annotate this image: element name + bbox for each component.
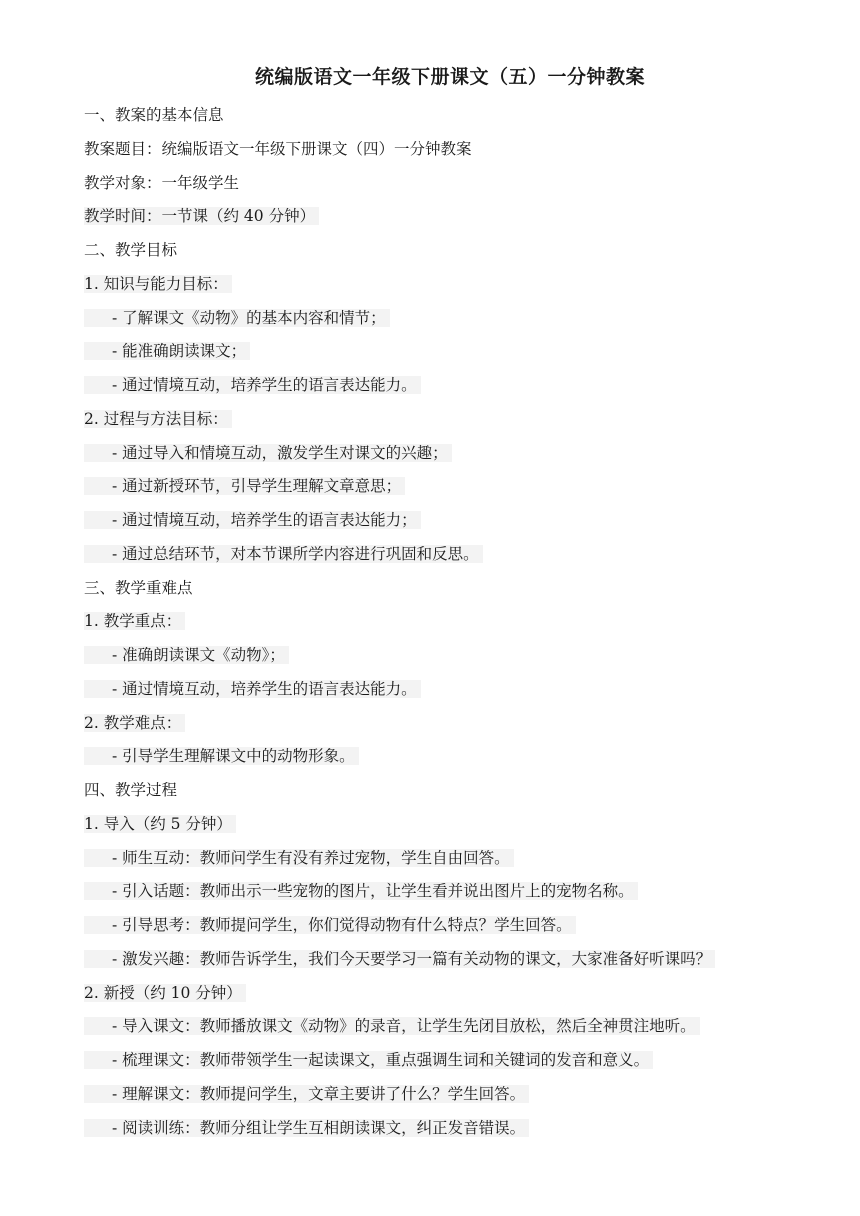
numbered-item — [84, 271, 232, 297]
line-text: 一、教案的基本信息 — [84, 106, 224, 124]
line-text: - 了解课文《动物》的基本内容和情节； — [84, 309, 390, 327]
line-text: - 引入话题：教师出示一些宠物的图片，让学生看并说出图片上的宠物名称。 — [84, 882, 638, 900]
bullet-line — [84, 1115, 529, 1141]
line-text: 教学对象：一年级学生 — [84, 174, 240, 192]
bullet-line — [84, 878, 638, 904]
line-text: 三、教学重难点 — [84, 579, 193, 597]
line-text: - 通过新授环节，引导学生理解文章意思； — [84, 477, 405, 495]
line-text: - 激发兴趣：教师告诉学生，我们今天要学习一篇有关动物的课文，大家准备好听课吗？ — [84, 950, 715, 968]
bullet-line — [84, 338, 250, 364]
line-text: - 通过总结环节，对本节课所学内容进行巩固和反思。 — [84, 545, 483, 563]
line-text: - 通过情境互动，培养学生的语言表达能力； — [84, 511, 421, 529]
section-heading — [84, 102, 228, 128]
bullet-line — [84, 1081, 529, 1107]
line-text: - 梳理课文：教师带领学生一起读课文，重点强调生词和关键词的发音和意义。 — [84, 1051, 653, 1069]
bullet-line — [84, 912, 576, 938]
bullet-line — [84, 305, 390, 331]
bullet-line — [84, 676, 421, 702]
line-text: - 通过情境互动，培养学生的语言表达能力。 — [84, 680, 421, 698]
bullet-line — [84, 946, 715, 972]
section-heading — [84, 237, 181, 263]
bullet-line — [84, 541, 483, 567]
bullet-line — [84, 845, 514, 871]
bullet-line — [84, 507, 421, 533]
line-text: - 能准确朗读课文； — [84, 342, 250, 360]
info-line — [84, 136, 476, 162]
line-text: 教案题目：统编版语文一年级下册课文（四）一分钟教案 — [84, 140, 472, 158]
bullet-line — [84, 743, 359, 769]
line-text: - 准确朗读课文《动物》； — [84, 646, 289, 664]
line-text: 1. 教学重点： — [84, 612, 185, 630]
line-text: 二、教学目标 — [84, 241, 178, 259]
bullet-line — [84, 440, 452, 466]
bullet-line — [84, 473, 405, 499]
bullet-line — [84, 642, 289, 668]
numbered-item — [84, 203, 319, 229]
info-line — [84, 170, 243, 196]
numbered-item — [84, 710, 185, 736]
line-text: 四、教学过程 — [84, 781, 178, 799]
bullet-line — [84, 372, 421, 398]
numbered-item — [84, 811, 236, 837]
document-title: 统编版语文一年级下册课文（五）一分钟教案 — [254, 66, 645, 88]
line-text: 教学时间：一节课（约 40 分钟） — [84, 207, 319, 225]
line-text: - 引导学生理解课文中的动物形象。 — [84, 747, 359, 765]
bullet-line — [84, 1013, 700, 1039]
line-text: 1. 知识与能力目标： — [84, 275, 232, 293]
numbered-item — [84, 406, 232, 432]
line-text: 2. 教学难点： — [84, 714, 185, 732]
line-text: - 师生互动：教师问学生有没有养过宠物，学生自由回答。 — [84, 849, 514, 867]
line-text: - 阅读训练：教师分组让学生互相朗读课文，纠正发音错误。 — [84, 1119, 529, 1137]
numbered-item — [84, 980, 246, 1006]
section-heading — [84, 777, 181, 803]
line-text: - 导入课文：教师播放课文《动物》的录音，让学生先闭目放松，然后全神贯注地听。 — [84, 1017, 700, 1035]
line-text: 1. 导入（约 5 分钟） — [84, 815, 236, 833]
line-text: 2. 新授（约 10 分钟） — [84, 984, 246, 1002]
line-text: - 通过情境互动，培养学生的语言表达能力。 — [84, 376, 421, 394]
line-text: - 引导思考：教师提问学生，你们觉得动物有什么特点？学生回答。 — [84, 916, 576, 934]
bullet-line — [84, 1047, 653, 1073]
numbered-item — [84, 608, 185, 634]
section-heading — [84, 575, 197, 601]
line-text: - 通过导入和情境互动，激发学生对课文的兴趣； — [84, 444, 452, 462]
line-text: 2. 过程与方法目标： — [84, 410, 232, 428]
line-text: - 理解课文：教师提问学生，文章主要讲了什么？学生回答。 — [84, 1085, 529, 1103]
